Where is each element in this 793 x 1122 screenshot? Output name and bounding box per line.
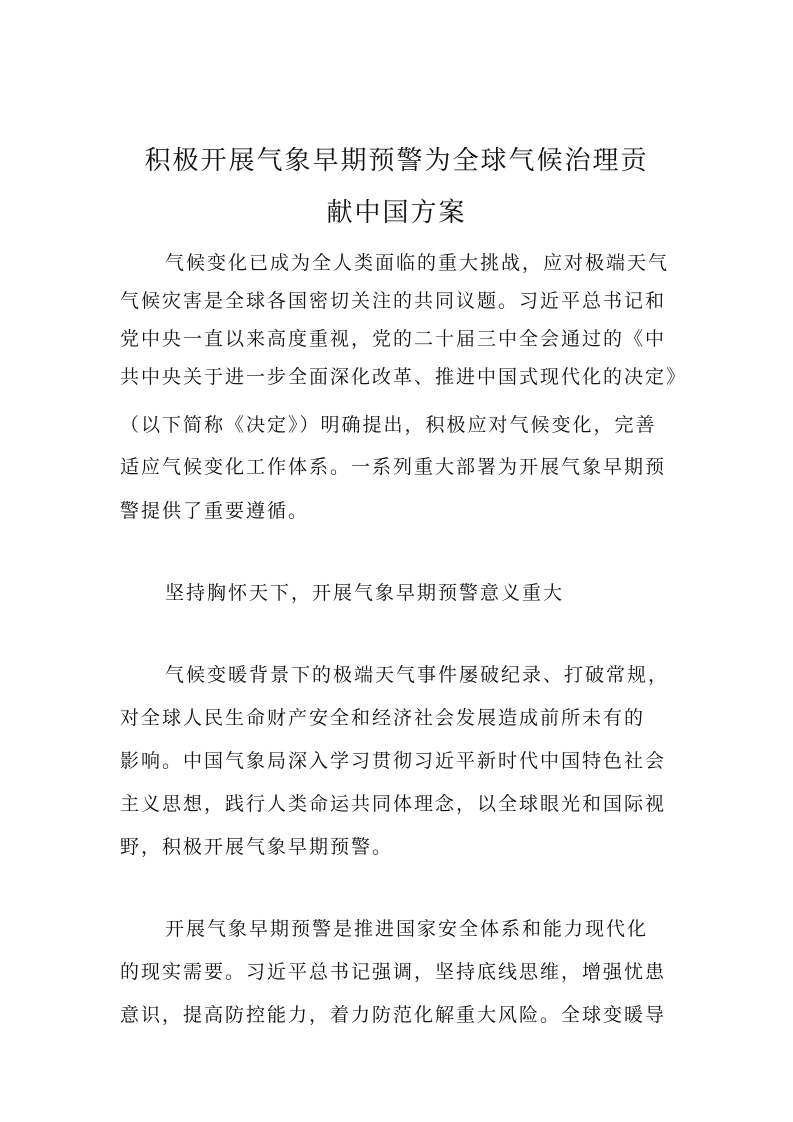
paragraph-1-line: 共中央关于进一步全面深化改革、推进中国式现代化的决定》 <box>120 366 688 388</box>
paragraph-3-line: 气候变暖背景下的极端天气事件屡破纪录、打破常规， <box>165 664 670 686</box>
paragraph-4-line: 意识，提高防控能力，着力防范化解重大风险。全球变暖导 <box>120 1004 667 1026</box>
paragraph-1-line: 适应气候变化工作体系。一系列重大部署为开展气象早期预 <box>120 456 667 478</box>
paragraph-1-line: 警提供了重要遵循。 <box>120 500 310 522</box>
paragraph-3-line: 对全球人民生命财产安全和经济社会发展造成前所未有的 <box>120 707 646 729</box>
paragraph-4-line: 开展气象早期预警是推进国家安全体系和能力现代化 <box>165 918 649 940</box>
paragraph-3-line: 影响。中国气象局深入学习贯彻习近平新时代中国特色社会 <box>120 750 667 772</box>
paragraph-3-line: 野，积极开展气象早期预警。 <box>120 836 394 858</box>
title-line: 献中国方案 <box>326 198 467 229</box>
paragraph-1-line: 气候变化已成为全人类面临的重大挑战，应对极端天气 <box>165 252 670 274</box>
document-title <box>110 135 683 239</box>
section-heading: 坚持胸怀天下，开展气象早期预警意义重大 <box>165 582 565 604</box>
paragraph-1-line: （以下简称《决定》）明确提出，积极应对气候变化，完善 <box>120 414 657 436</box>
paragraph-1-line: 气候灾害是全球各国密切关注的共同议题。习近平总书记和 <box>120 290 667 312</box>
paragraph-3-line: 主义思想，践行人类命运共同体理念，以全球眼光和国际视 <box>120 793 667 815</box>
title-line: 积极开展气象早期预警为全球气候治理贡 <box>144 146 649 177</box>
paragraph-4-line: 的现实需要。习近平总书记强调，坚持底线思维，增强忧患 <box>120 961 667 983</box>
paragraph-1-line: 党中央一直以来高度重视，党的二十届三中全会通过的《中 <box>120 328 667 350</box>
